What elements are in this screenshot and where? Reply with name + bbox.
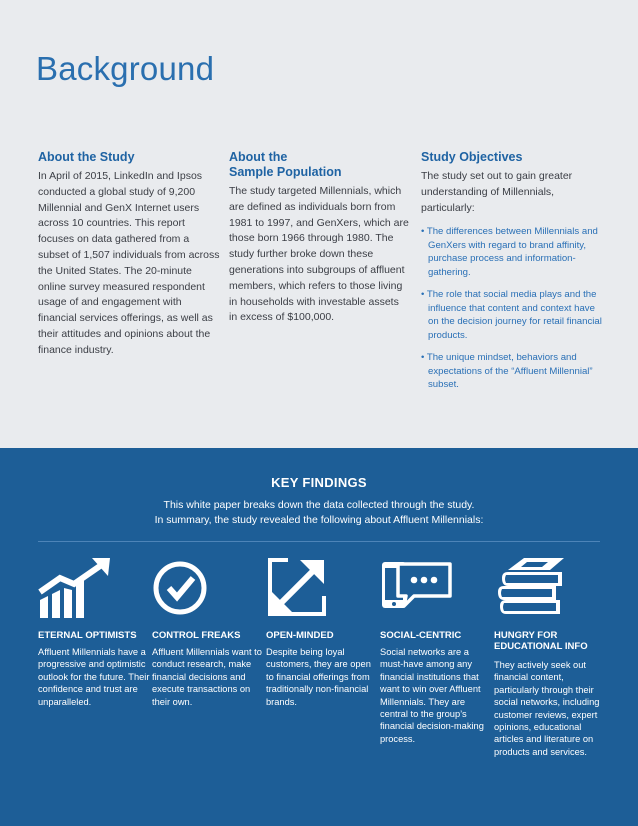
about-study-body: In April of 2015, LinkedIn and Ipsos conducted a global study of 9,200 Millennial and GenX Internet users across 10 countries. This report focuses on data gathered from a subset of 1,507 individuals from across the United States. The 20-minute online survey measured respondent usage of and engagement with financial services offerings, as well as their attitudes and opinions about the finance industry.: [38, 170, 220, 356]
objectives-list: [421, 225, 603, 392]
finding-body: Despite being loyal customers, they are open to financial offerings from traditionally non-financial brands.: [266, 647, 371, 707]
study-objectives-heading: Study Objectives: [421, 150, 523, 164]
about-population-heading-line2: Sample Population: [229, 165, 342, 179]
about-population-body: The study targeted Millennials, which are defined as individuals born from 1981 to 1997, and GenXers, which are those born 1966 through 1980. The study further broke down these generations into subgroups of affluent members, which refers to those living in households with investable assets in excess of $100,000.: [229, 185, 409, 324]
divider: [38, 541, 600, 542]
objective-item: • The unique mindset, behaviors and expectations of the “Affluent Millennial” subset.: [421, 352, 593, 391]
trend-chart-icon: [38, 556, 112, 623]
finding-title: HUNGRY FOR EDUCATIONAL INFO: [494, 630, 588, 652]
finding-body: Social networks are a must-have among any financial institutions that want to win over Affluent Millennials. They are central to the group’s financial decision-making process.: [380, 647, 484, 744]
key-findings-intro-line2: In summary, the study revealed the following about Affluent Millennials:: [154, 514, 484, 526]
key-findings-title: KEY FINDINGS: [271, 475, 367, 490]
key-findings-intro-line1: This white paper breaks down the data collected through the study.: [163, 499, 475, 511]
finding-body: Affluent Millennials have a progressive and optimistic outlook for the future. Their confidence and trust are unparalleled.: [38, 647, 150, 707]
finding-title: SOCIAL-CENTRIC: [380, 630, 462, 641]
about-study-column: [38, 150, 220, 359]
stacked-books-icon: [494, 556, 568, 623]
about-study-heading: About the Study: [38, 150, 135, 164]
finding-body: They actively seek out financial content, particularly through their social networks, including customer reviews, expert opinions, educational articles and literature on products and services.: [494, 660, 600, 757]
finding-title: CONTROL FREAKS: [152, 630, 241, 641]
about-population-heading-line1: About the: [229, 150, 288, 164]
finding-title: OPEN-MINDED: [266, 630, 334, 641]
objective-item: • The differences between Millennials and GenXers with regard to brand affinity, purchase process and information-gathering.: [421, 226, 598, 278]
finding-title: ETERNAL OPTIMISTS: [38, 630, 137, 641]
objective-item: • The role that social media plays and the influence that content and context have on the decision journey for retail financial products.: [421, 289, 602, 341]
page-title: Background: [36, 50, 215, 87]
expand-arrows-icon: [266, 556, 328, 623]
key-findings-section: [0, 448, 638, 826]
about-population-heading: [229, 150, 409, 180]
study-objectives-column: [421, 150, 603, 401]
checkmark-circle-icon: [152, 556, 212, 623]
mobile-chat-icon: [380, 556, 454, 623]
finding-body: Affluent Millennials want to conduct research, make financial decisions and execute transactions on their own.: [152, 647, 262, 707]
key-findings-intro: [60, 498, 578, 528]
about-population-column: [229, 150, 409, 326]
study-objectives-body: The study set out to gain greater understanding of Millennials, particularly:: [421, 170, 573, 214]
